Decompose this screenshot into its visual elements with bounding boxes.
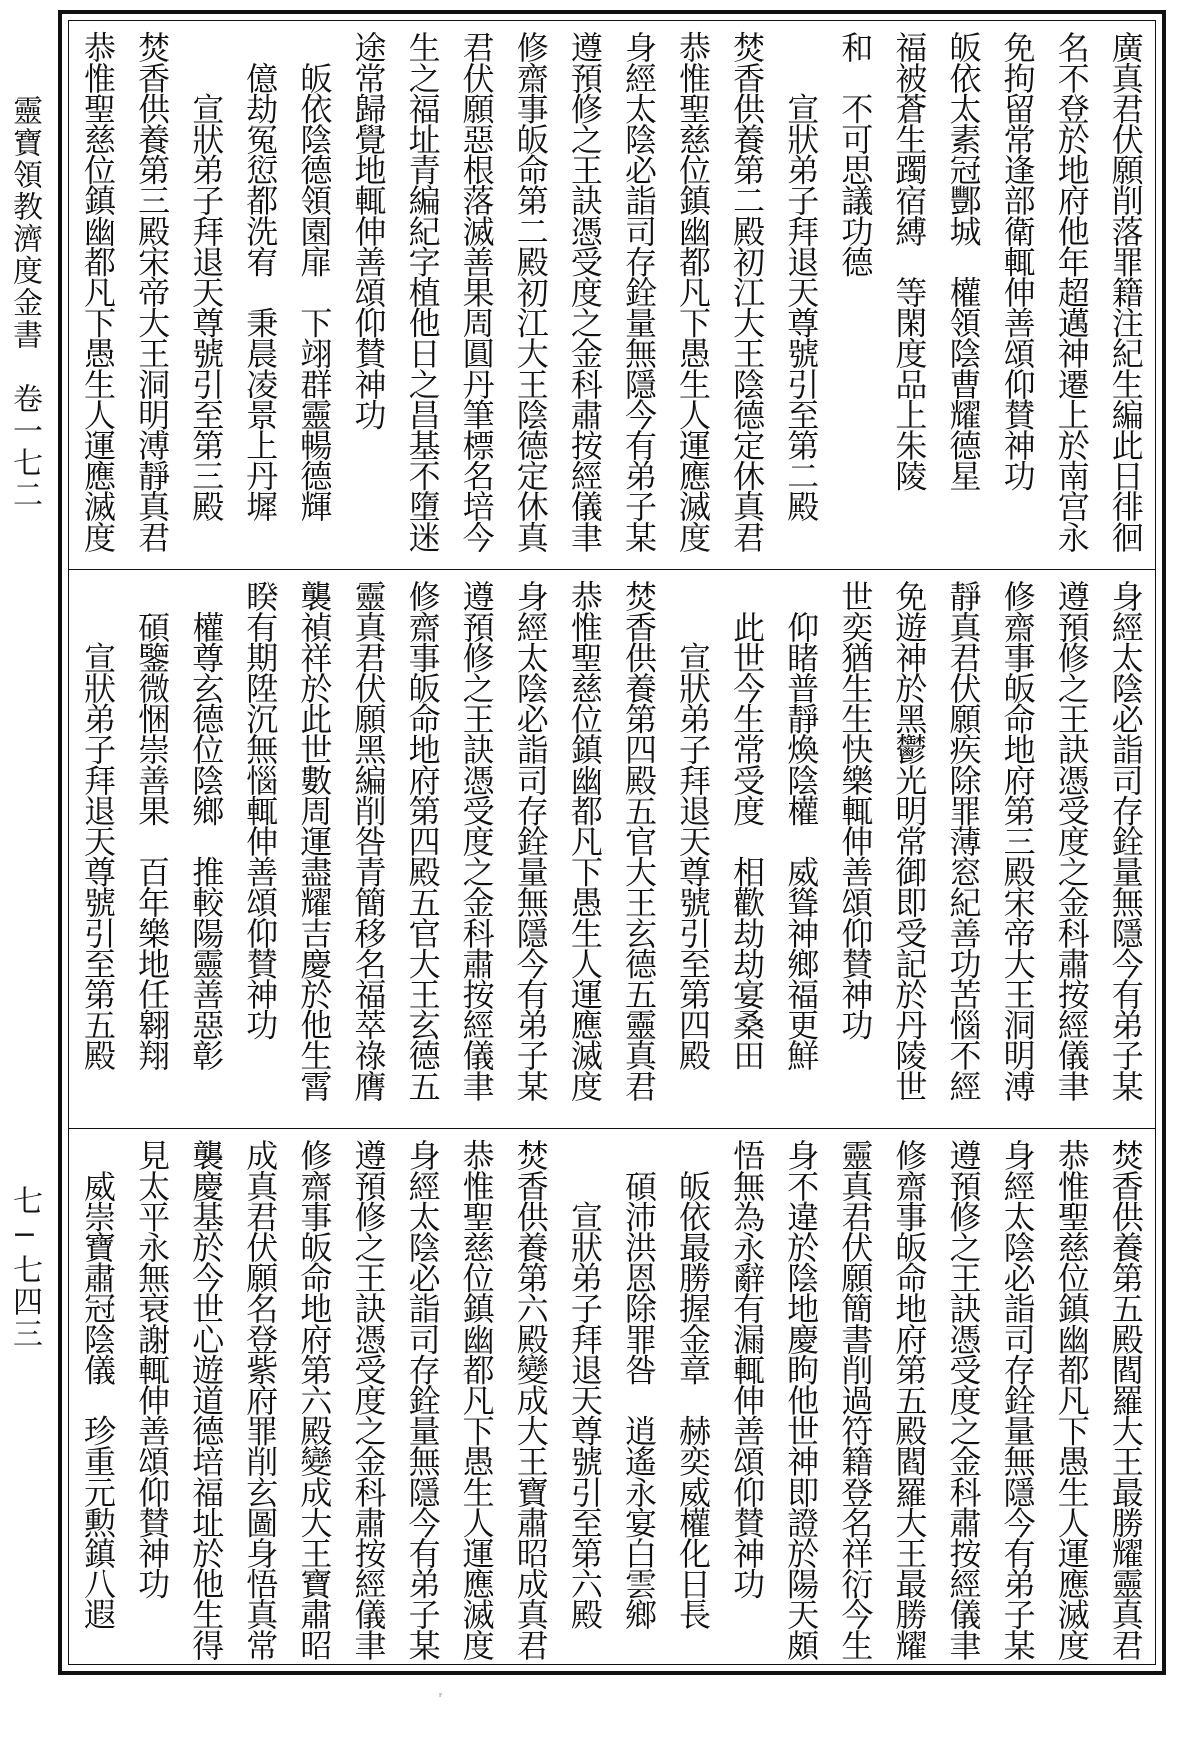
text-column: 碩沛洪恩除罪咎 逍遙永宴白雲鄉 xyxy=(619,1139,658,1629)
text-column: 修齋事皈命地府第五殿閻羅大王最勝耀 xyxy=(890,1139,929,1660)
text-column: 宣狀弟子拜退天尊號引至第四殿 xyxy=(674,580,713,1070)
text-column: 皈依陰德領園扉 下翊群靈暢德輝 xyxy=(295,31,334,521)
text-column: 遵預修之王訣憑受度之金科肅按經儀聿 xyxy=(349,1139,388,1660)
register-middle xyxy=(69,569,1155,1129)
text-column: 焚香供養第四殿五官大王玄德五靈真君 xyxy=(619,580,658,1101)
text-column: 遵預修之王訣憑受度之金科肅按經儀聿 xyxy=(565,31,604,552)
text-column: 宣狀弟子拜退天尊號引至第三殿 xyxy=(187,31,226,521)
text-columns xyxy=(77,1139,1147,1660)
text-column: 恭惟聖慈位鎮幽都凡下愚生人運應滅度 xyxy=(1052,1139,1091,1660)
margin-book-title: 靈寶領教濟度金書 卷一七二 xyxy=(7,95,42,511)
text-column: 廣真君伏願削落罪籍注紀生編此日徘徊 xyxy=(1106,31,1145,552)
text-column: 權尊玄德位陰鄉 推較陽靈善惡彰 xyxy=(187,580,226,1070)
text-column: 身經太陰必詣司存銓量無隱今有弟子某 xyxy=(998,1139,1037,1660)
text-column: 宣狀弟子拜退天尊號引至第五殿 xyxy=(79,580,117,1070)
text-column: 世奕猶生生快樂輒伸善頌仰賛神功 xyxy=(836,580,875,1040)
text-column: 焚香供養第五殿閻羅大王最勝耀靈真君 xyxy=(1106,1139,1145,1660)
text-column: 君伏願惡根落滅善果周圓丹筆標名培今 xyxy=(457,31,496,552)
text-column: 襲禎祥於此世數周運盡耀吉慶於他生霄 xyxy=(295,580,334,1101)
scan-mark: ʳ xyxy=(439,1692,443,1703)
text-columns xyxy=(77,580,1147,1121)
text-column: 身經太陰必詣司存銓量無隱今有弟子某 xyxy=(619,31,658,552)
text-column: 焚香供養第六殿變成大王寶肅昭成真君 xyxy=(511,1139,550,1660)
text-column: 恭惟聖慈位鎮幽都凡下愚生人運應滅度 xyxy=(457,1139,496,1660)
register-bottom xyxy=(69,1128,1155,1664)
page-frame-inner xyxy=(68,20,1156,1665)
text-column: 悟無為永辭有漏輒伸善頌仰賛神功 xyxy=(728,1139,767,1599)
text-column: 靜真君伏願疾除罪薄窓紀善功苦惱不經 xyxy=(944,580,983,1101)
page-frame xyxy=(58,10,1166,1675)
text-column: 生之福址青編紀字植他日之昌基不墮迷 xyxy=(403,31,442,552)
text-column: 宣狀弟子拜退天尊號引至第二殿 xyxy=(782,31,821,521)
text-column: 仰睹普靜煥陰權 威聳神鄉福更鮮 xyxy=(782,580,821,1070)
text-column: 修齋事皈命地府第四殿五官大王玄德五 xyxy=(403,580,442,1101)
text-column: 睽有期陞沉無惱輒伸善頌仰賛神功 xyxy=(241,580,280,1040)
text-column: 身經太陰必詣司存銓量無隱今有弟子某 xyxy=(511,580,550,1101)
margin-page-number: 七−七四三 xyxy=(7,1185,42,1350)
text-column: 途常歸覺地輒伸善頌仰賛神功 xyxy=(349,31,388,429)
text-columns xyxy=(77,31,1147,561)
text-column: 免遊神於黑鬱光明常御即受記於丹陵世 xyxy=(890,580,929,1101)
text-column: 威崇寶肅冠陰儀 珍重元勲鎮八遐 xyxy=(79,1139,117,1629)
text-column: 靈真君伏願黑編削咎青簡移名福萃祿膺 xyxy=(349,580,388,1101)
text-column: 恭惟聖慈位鎮幽都凡下愚生人運應滅度 xyxy=(565,580,604,1101)
text-column: 福被蒼生躅宿縛 等閑度品上朱陵 xyxy=(890,31,929,491)
text-column: 身不違於陰地慶眗他世神即證於陽天頗 xyxy=(782,1139,821,1660)
text-column: 修齋事皈命地府第六殿變成大王寶肅昭 xyxy=(295,1139,334,1660)
text-column: 皈依最勝握金章 赫奕威權化日長 xyxy=(674,1139,713,1629)
text-column: 成真君伏願名登紫府罪削玄圖身悟真常 xyxy=(241,1139,280,1660)
text-column: 恭惟聖慈位鎮幽都凡下愚生人運應滅度 xyxy=(79,31,117,552)
text-column: 見太平永無衰謝輒伸善頌仰賛神功 xyxy=(133,1139,172,1599)
text-column: 皈依太素冠酆城 權領陰曹耀德星 xyxy=(944,31,983,491)
text-column: 恭惟聖慈位鎮幽都凡下愚生人運應滅度 xyxy=(674,31,713,552)
text-column: 和 不可思議功德 xyxy=(836,31,875,276)
text-column: 身經太陰必詣司存銓量無隱今有弟子某 xyxy=(403,1139,442,1660)
text-column: 此世今生常受度 相歡劫劫宴桑田 xyxy=(728,580,767,1070)
text-column: 焚香供養第二殿初江大王陰德定休真君 xyxy=(728,31,767,552)
text-column: 碩鑒微悃崇善果 百年樂地任翱翔 xyxy=(133,580,172,1070)
text-column: 修齋事皈命第二殿初江大王陰德定休真 xyxy=(511,31,550,552)
text-column: 襲慶基於今世心遊道德培福址於他生得 xyxy=(187,1139,226,1660)
text-column: 遵預修之王訣憑受度之金科肅按經儀聿 xyxy=(457,580,496,1101)
register-top xyxy=(69,21,1155,569)
text-column: 遵預修之王訣憑受度之金科肅按經儀聿 xyxy=(944,1139,983,1660)
text-column: 宣狀弟子拜退天尊號引至第六殿 xyxy=(565,1139,604,1629)
text-column: 靈真君伏願簡書削過符籍登名祥衍今生 xyxy=(836,1139,875,1660)
text-column: 修齋事皈命地府第三殿宋帝大王洞明溥 xyxy=(998,580,1037,1101)
text-column: 身經太陰必詣司存銓量無隱今有弟子某 xyxy=(1106,580,1145,1101)
text-column: 免拘留常逢部衛輒伸善頌仰賛神功 xyxy=(998,31,1037,491)
text-column: 名不登於地府他年超邁神遷上於南宫永 xyxy=(1052,31,1091,552)
text-column: 遵預修之王訣憑受度之金科肅按經儀聿 xyxy=(1052,580,1091,1101)
text-column: 焚香供養第三殿宋帝大王洞明溥靜真君 xyxy=(133,31,172,552)
text-column: 億劫冤愆都洗宥 秉晨凌景上丹墀 xyxy=(241,31,280,521)
